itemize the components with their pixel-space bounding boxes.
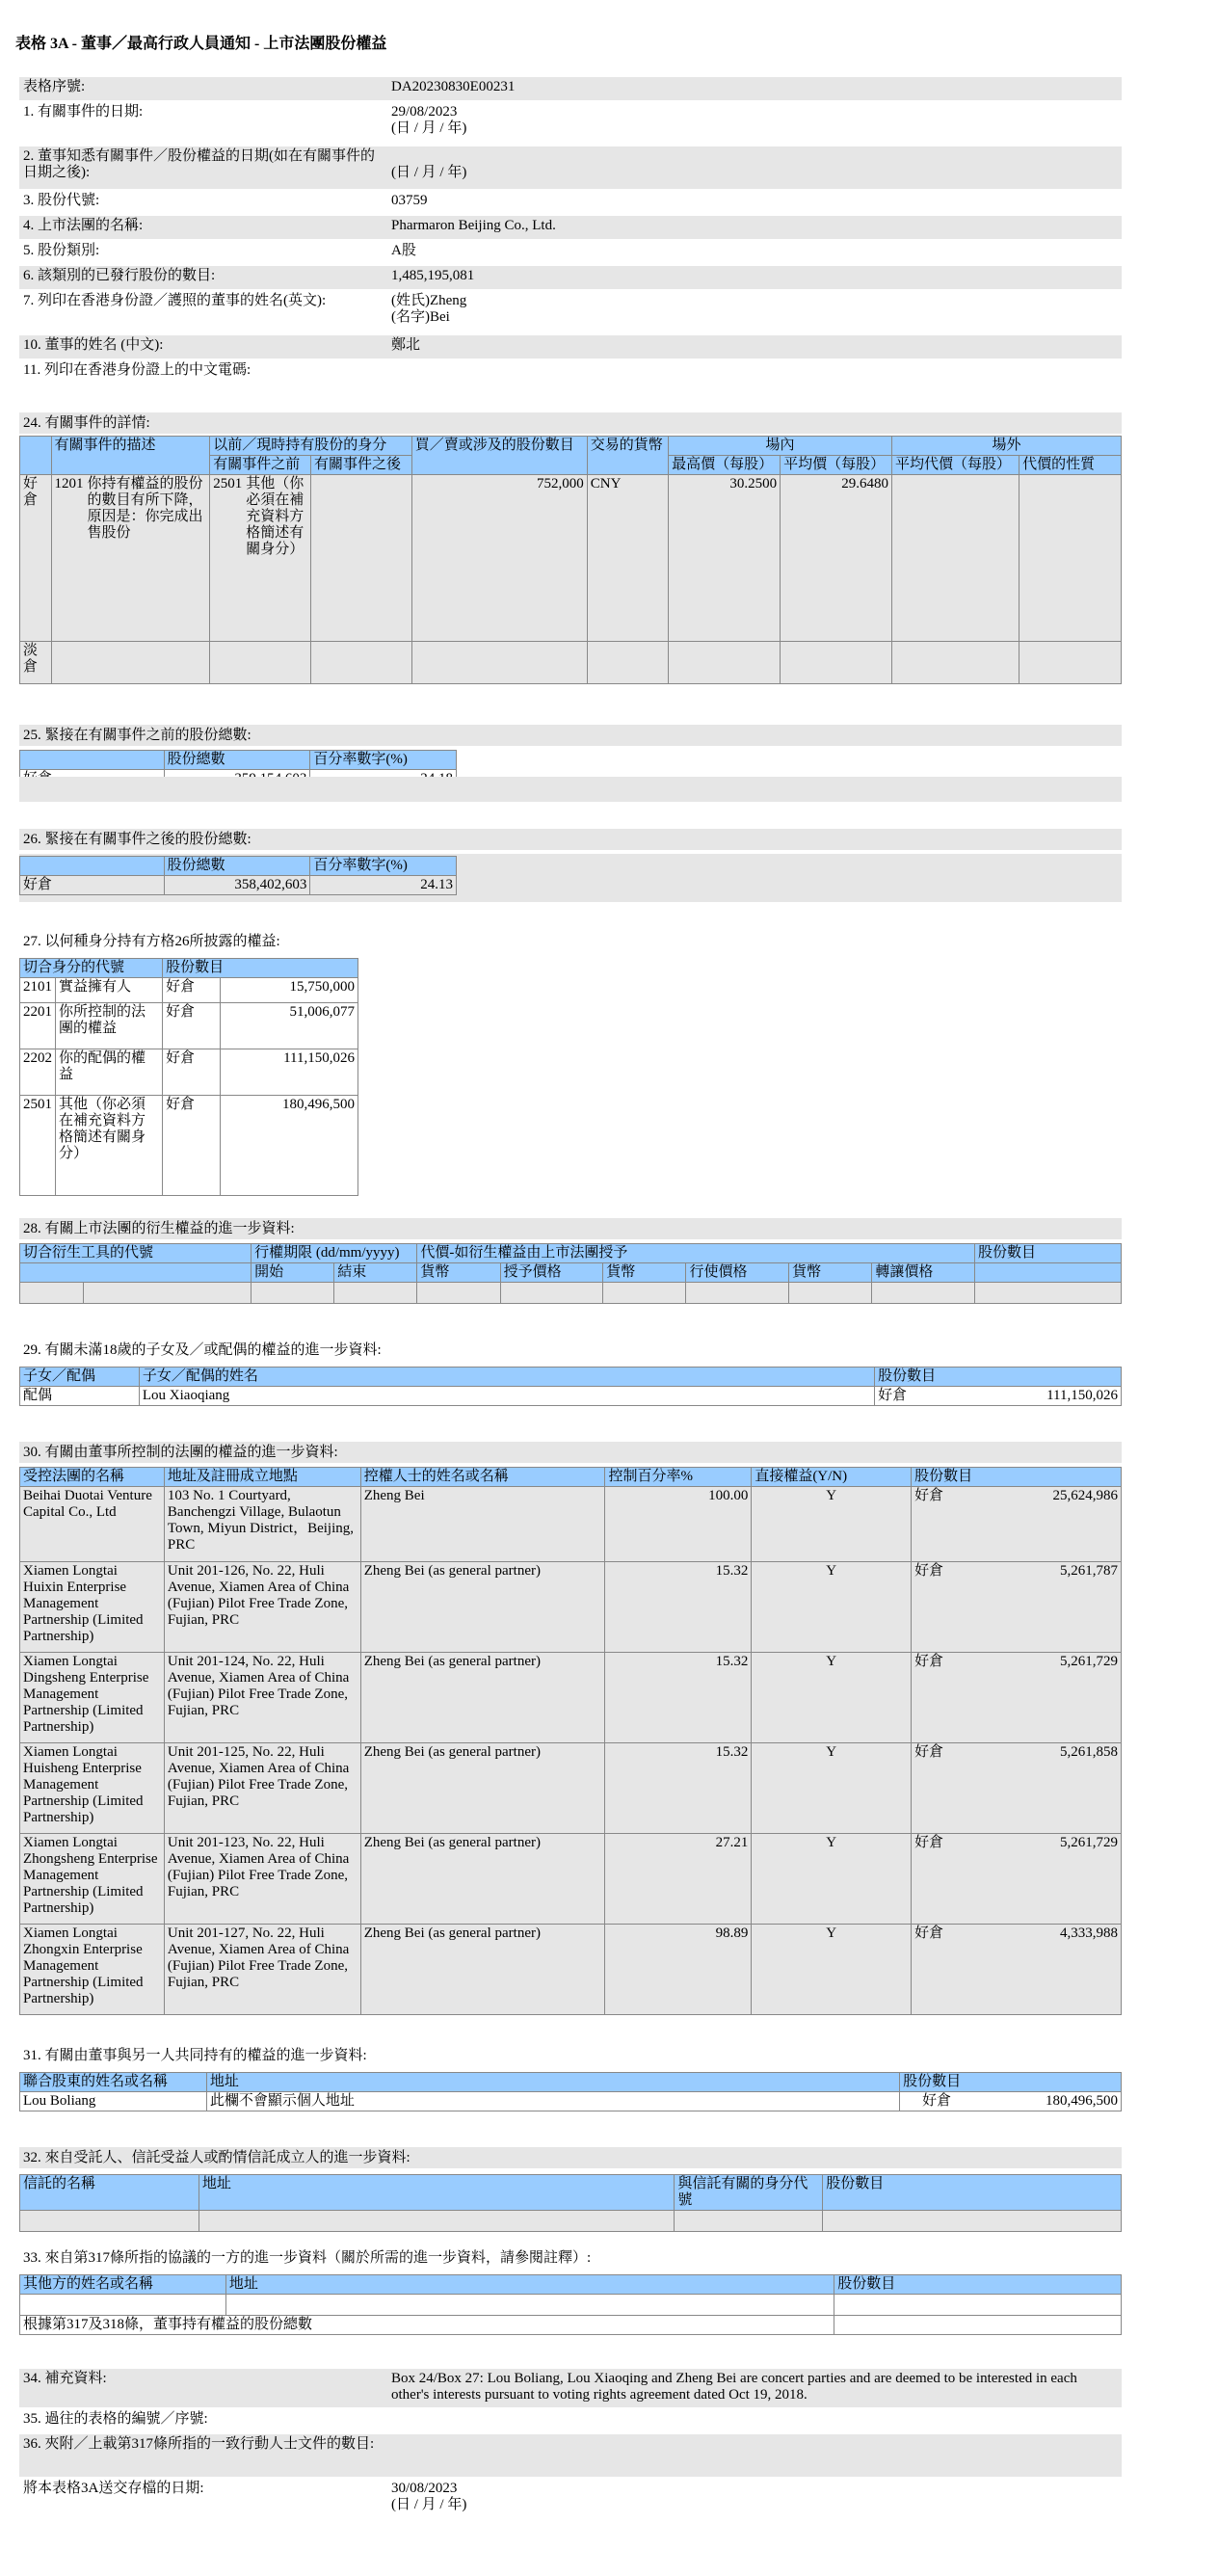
corp-name-value: Pharmaron Beijing Co., Ltd. <box>391 218 556 233</box>
s26-pct: 24.13 <box>310 876 457 895</box>
page-title: 表格 3A - 董事／最高行政人員通知 - 上市法團股份權益 <box>15 36 387 52</box>
s24-h-currency: 交易的貨幣 <box>587 437 668 475</box>
share-class-label: 5. 股份類別: <box>23 243 100 258</box>
issued-shares-label: 6. 該類別的已發行股份的數目: <box>23 268 216 283</box>
s26-pos: 好倉 <box>20 876 165 895</box>
s29-table: 子女／配偶 子女／配偶的姓名 股份數目 配偶 Lou Xiaoqiang 好倉 111,150,026 <box>19 1367 1122 1406</box>
issued-shares-row <box>19 266 1122 289</box>
s31-heading: 31. 有關由董事與另一人共同持有的權益的進一步資料: <box>23 2048 367 2063</box>
aware-date-label: 2. 董事知悉有關事件／股份權益的日期(如在有關事件的日期之後): <box>23 148 375 180</box>
director-name-en-label: 7. 列印在香港身份證／護照的董事的姓名(英文): <box>23 293 327 308</box>
s36-row <box>19 2434 1122 2477</box>
form-serial-label: 表格序號: <box>23 79 86 94</box>
s24-h-after: 有關事件之後 <box>311 456 412 475</box>
s27-table <box>19 958 358 1196</box>
s24-h-high: 最高價（每股） <box>669 456 781 475</box>
s34-label: 34. 補充資料: <box>23 2371 107 2386</box>
s24-capacity-before: 2501 其他（你必須在補充資料方格簡述有關身分） <box>210 475 311 642</box>
s26-table <box>19 856 457 895</box>
form-serial-value: DA20230830E00231 <box>391 79 516 94</box>
director-name-zh-label: 10. 董事的姓名 (中文): <box>23 337 164 353</box>
s30-row: Beihai Duotai Venture Capital Co., Ltd 103 No. 1 Courtyard, Banchengzi Village, Bulaotun Town, Miyun District，Beijing, PRC Zheng Bei 100.00 Y 好倉 25,624,986 <box>20 1487 1122 1562</box>
stock-code-label: 3. 股份代號: <box>23 193 100 208</box>
s27-row: 2101 實益擁有人 好倉 15,750,000 <box>20 978 358 1003</box>
director-name-zh-value: 鄭北 <box>391 337 421 353</box>
submission-date-label: 將本表格3A送交存檔的日期: <box>23 2481 204 2496</box>
s30-row: Xiamen Longtai Huisheng Enterprise Management Partnership (Limited Partnership) Unit 201-125, No. 22, Huli Avenue, Xiamen Area of China (Fujian) Pilot Free Trade Zone, Fujian, PRC Zheng Bei (as general partner) 15.32 Y 好倉 5,261,858 <box>20 1743 1122 1834</box>
s26-shares: 358,402,603 <box>164 876 310 895</box>
s30-row: Xiamen Longtai Zhongxin Enterprise Management Partnership (Limited Partnership) Unit 201-127, No. 22, Huli Avenue, Xiamen Area of China (Fujian) Pilot Free Trade Zone, Fujian, PRC Zheng Bei (as general partner) 98.89 Y 好倉 4,333,988 <box>20 1925 1122 2015</box>
director-name-zh-row <box>19 335 1122 359</box>
s24-h-off-exchange: 場外 <box>891 437 1121 456</box>
s24-long-row <box>20 475 1122 642</box>
s24-h-on-exchange: 場內 <box>669 437 892 456</box>
s24-event-cell: 1201 你持有權益的股份的數目有所下降，原因是：你完成出售股份 <box>51 475 210 642</box>
s30-heading: 30. 有關由董事所控制的法團的權益的進一步資料: <box>19 1442 1122 1463</box>
s28-heading: 28. 有關上市法團的衍生權益的進一步資料: <box>19 1218 1122 1239</box>
s27-h-code: 切合身分的代號 <box>20 959 163 978</box>
s28-h-period: 行權期限 (dd/mm/yyyy) <box>252 1244 417 1263</box>
s24-short-row <box>20 642 1122 684</box>
s25-heading: 25. 緊接在有關事件之前的股份總數: <box>19 725 1122 746</box>
s30-row: Xiamen Longtai Dingsheng Enterprise Management Partnership (Limited Partnership) Unit 201-124, No. 22, Huli Avenue, Xiamen Area of China (Fujian) Pilot Free Trade Zone, Fujian, PRC Zheng Bei (as general partner) 15.32 Y 好倉 5,261,729 <box>20 1653 1122 1743</box>
s24-currency: CNY <box>587 475 668 642</box>
s28-h-consideration: 代價-如衍生權益由上市法團授予 <box>417 1244 975 1263</box>
event-date-row <box>19 102 1122 145</box>
issued-shares-value: 1,485,195,081 <box>391 268 475 283</box>
s24-shares: 752,000 <box>411 475 587 642</box>
s28-table: 切合衍生工具的代號 行權期限 (dd/mm/yyyy) 代價-如衍生權益由上市法團授予 股份數目 開始 結束 貨幣 授予價格 貨幣 行使價格 貨幣 轉讓價格 <box>19 1243 1122 1304</box>
s25-h-shares: 股份總數 <box>164 751 310 770</box>
s29-heading: 29. 有關未滿18歲的子女及／或配偶的權益的進一步資料: <box>23 1342 382 1358</box>
s24-long-label: 好倉 <box>20 475 52 642</box>
event-date-label: 1. 有關事件的日期: <box>23 104 144 120</box>
s25-band <box>19 777 1122 802</box>
s24-h-before: 有關事件之前 <box>210 456 311 475</box>
submission-date-value: 30/08/2023 (日 / 月 / 年) <box>391 2481 467 2512</box>
s24-h-avg-cons: 平均代價（每股） <box>891 456 1019 475</box>
s29-row: 配偶 Lou Xiaoqiang 好倉 111,150,026 <box>20 1387 1122 1406</box>
s36-label: 36. 夾附／上載第317條所指的一致行動人士文件的數目: <box>23 2436 375 2452</box>
s35-label: 35. 過往的表格的編號／序號: <box>23 2411 208 2427</box>
s30-row: Xiamen Longtai Huixin Enterprise Management Partnership (Limited Partnership) Unit 201-126, No. 22, Huli Avenue, Xiamen Area of China (Fujian) Pilot Free Trade Zone, Fujian, PRC Zheng Bei (as general partner) 15.32 Y 好倉 5,261,787 <box>20 1562 1122 1653</box>
corp-name-row <box>19 216 1122 239</box>
s28-h-num: 股份數目 <box>975 1244 1122 1263</box>
s24-table <box>19 436 1122 684</box>
s24-heading: 24. 有關事件的詳情: <box>19 412 1122 434</box>
s25-h-pct: 百分率數字(%) <box>310 751 457 770</box>
s27-row: 2202 你的配偶的權益 好倉 111,150,026 <box>20 1049 358 1096</box>
s27-heading: 27. 以何種身分持有方格26所披露的權益: <box>23 934 280 949</box>
director-name-en-row <box>19 291 1122 333</box>
s35-row <box>19 2409 1122 2432</box>
event-date-value: 29/08/2023 (日 / 月 / 年) <box>391 104 467 136</box>
s32-table: 信託的名稱 地址 與信託有關的身分代號 股份數目 <box>19 2174 1122 2232</box>
s32-heading: 32. 來自受託人、信託受益人或酌情信託成立人的進一步資料: <box>19 2147 1122 2168</box>
s27-h-num: 股份數目 <box>163 959 358 978</box>
s27-row: 2501 其他（你必須在補充資料方格簡述有關身分） 好倉 180,496,500 <box>20 1096 358 1196</box>
director-name-en-value: (姓氏)Zheng (名字)Bei <box>391 293 467 325</box>
s31-row: Lou Boliang 此欄不會顯示個人地址 好倉 180,496,500 <box>20 2092 1122 2111</box>
s26-heading: 26. 緊接在有關事件之後的股份總數: <box>19 829 1122 850</box>
s24-h-nature: 代價的性質 <box>1019 456 1122 475</box>
share-class-row <box>19 241 1122 264</box>
s24-h-desc: 有關事件的描述 <box>51 437 210 475</box>
share-class-value: A股 <box>391 243 416 258</box>
stock-code-value: 03759 <box>391 193 428 208</box>
s30-table: 受控法團的名稱 地址及註冊成立地點 控權人士的姓名或名稱 控制百分率% 直接權益(Y/N) 股份數目 Beihai Duotai Venture Capital Co., Ltd 103 No. 1 Courtyard, Banchengzi Village, Bulaotun Town, Miyun District，Beijing, PRC Zheng Bei 100.00 Y 好倉 25,624,986 Xiamen Longtai Huixin Enterprise Management Partnership (Limited Partnership) Unit 201-126, No. 22, Huli Avenue, Xiamen Area of China (Fujian) Pilot Free Trade Zone, Fujian, PRC Zheng Bei (as general partner) 15.32 Y 好倉 5,261,787 Xiamen Longtai Dingsheng Enterprise Management Partnership (Limited Partnership) Unit 201-124, No. 22, Huli Avenue, Xiamen Area of China (Fujian) Pilot Free Trade Zone, Fujian, PRC Zheng Bei (as general partner) 15.32 Y 好倉 5,261,729 Xiamen Longtai Huisheng Enterprise Management Partnership (Limited Partnership) Unit 201-125, No. 22, Huli Avenue, Xiamen Area of China (Fujian) Pilot Free Trade Zone, Fujian, PRC Zheng Bei (as general partner) 15.32 Y 好倉 5,261,858 Xiamen Longtai Zhongsheng Enterprise Management Partnership (Limited Partnership) Unit 201-123, No. 22, Huli Avenue, Xiamen Area of China (Fujian) Pilot Free Trade Zone, Fujian, PRC Zheng Bei (as general partner) 27.21 Y 好倉 5,261,729 Xiamen Longtai Zhongxin Enterprise Management Partnership (Limited Partnership) Unit 201-127, No. 22, Huli Avenue, Xiamen Area of China (Fujian) Pilot Free Trade Zone, Fujian, PRC Zheng Bei (as general partner) 98.89 Y 好倉 4,333,988 <box>19 1467 1122 2015</box>
s34-value: Box 24/Box 27: Lou Boliang, Lou Xiaoqing and Zheng Bei are concert parties and are deemed to be interested in each other's interests pursuant to voting rights agreement dated Oct 19, 2018. <box>391 2371 1077 2403</box>
s24-high-price: 30.2500 <box>669 475 781 642</box>
s26-h-pct: 百分率數字(%) <box>310 857 457 876</box>
s26-h-shares: 股份總數 <box>164 857 310 876</box>
stock-code-row <box>19 191 1122 214</box>
s33-table: 其他方的姓名或名稱 地址 股份數目 根據第317及318條，董事持有權益的股份總數 <box>19 2274 1122 2335</box>
aware-date-value: (日 / 月 / 年) <box>391 165 467 180</box>
s24-avg-price: 29.6480 <box>781 475 892 642</box>
s33-heading: 33. 來自第317條所指的協議的一方的進一步資料（關於所需的進一步資料，請參閱註釋）: <box>23 2250 592 2266</box>
corp-name-label: 4. 上市法團的名稱: <box>23 218 144 233</box>
s24-h-capacity: 以前／現時持有股份的身分 <box>210 437 411 456</box>
s24-h-avg: 平均價（每股） <box>781 456 892 475</box>
form-serial-row <box>19 77 1122 100</box>
s24-h-num: 買／賣或涉及的股份數目 <box>411 437 587 475</box>
s28-h-code: 切合衍生工具的代號 <box>20 1244 252 1263</box>
s31-table: 聯合股東的姓名或名稱 地址 股份數目 Lou Boliang 此欄不會顯示個人地址 好倉 180,496,500 <box>19 2072 1122 2111</box>
submission-date-row <box>19 2479 1122 2521</box>
aware-date-row <box>19 146 1122 189</box>
s30-row: Xiamen Longtai Zhongsheng Enterprise Management Partnership (Limited Partnership) Unit 201-123, No. 22, Huli Avenue, Xiamen Area of China (Fujian) Pilot Free Trade Zone, Fujian, PRC Zheng Bei (as general partner) 27.21 Y 好倉 5,261,729 <box>20 1834 1122 1925</box>
s24-short-label: 淡倉 <box>20 642 52 684</box>
chinese-code-row <box>19 360 1122 384</box>
s34-row <box>19 2369 1122 2407</box>
s27-row: 2201 你所控制的法團的權益 好倉 51,006,077 <box>20 1003 358 1049</box>
chinese-code-label: 11. 列印在香港身份證上的中文電碼: <box>23 362 252 378</box>
s33-total-label: 根據第317及318條，董事持有權益的股份總數 <box>20 2316 834 2335</box>
